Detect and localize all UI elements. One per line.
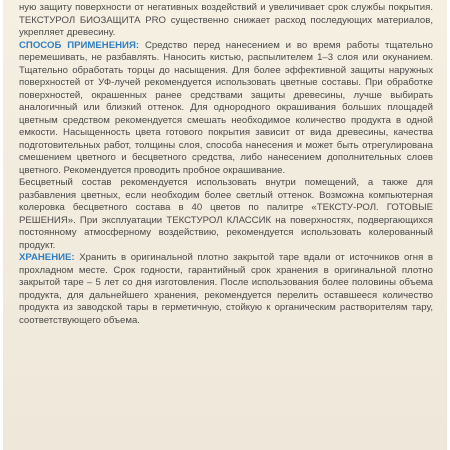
application-section — [19, 40, 433, 178]
intro-text: ную защиту поверхности от негативных воздействий и увеличивает срок службы покрытия. ТЕКСТУРОЛ БИОЗАЩИТА PRO существенно снижает расход последующих материалов, укрепляет древесину. — [19, 2, 433, 38]
application-text: Средство перед нанесением и во время работы тщательно перемешивать, не разбавлять. Наносить кистью, распылителем 1–3 слоя или окунанием. Тщательно обработать торцы до насыщения. Для более эффективной защиты наружных поверхностей от УФ-лучей рекомендуется использовать цветные составы. При обработке поверхностей, окрашенных ранее средствами защиты древесины, лучше выбирать аналогичный или близкий оттенок. Для однородного окрашивания больших площадей цветным средством рекомендуется смешать необходимое количество продукта в одной емкости. Насыщенность цвета готового покрытия зависит от вида древесины, качества подготовительных работ, толщины слоя, способа нанесения и может быть отрегулирована смешением цветного и бесцветного средства, либо нанесением дополнительных слоев цветного. Рекомендуется проводить пробное окрашивание. — [19, 39, 433, 176]
intro-paragraph — [19, 2, 433, 40]
application-heading: СПОСОБ ПРИМЕНЕНИЯ: — [19, 39, 145, 51]
storage-text: Хранить в оригинальной плотно закрытой таре вдали от источников огня в прохладном месте. Срок годности, гарантийный срок хранения в оригинальной плотно закрытой таре – 5 лет со дня изготовления. После использования более половины объема продукта, для дальнейшего хранения, рекомендуется перелить оставшееся количество продукта из заводской тары в герметичную, стойкую к органическим растворителям тару, соответствующего объема. — [19, 252, 433, 326]
colorless-text: Бесцветный состав рекомендуется использовать внутри помещений, а также для разбавления цветных, если необходим более светлый оттенок. Возможна компьютерная колеровка бесцветного состава в 40 цветов по палитре «ТЕКСТУ-РОЛ. ГОТОВЫЕ РЕШЕНИЯ». При эксплуатации ТЕКСТУРОЛ КЛАССИК на поверхностях, подвергающихся постоянному атмосферному воздействию, рекомендуется использовать колерованный продукт. — [19, 177, 433, 251]
product-label-back — [3, 0, 447, 450]
storage-heading: ХРАНЕНИЕ: — [19, 252, 80, 263]
storage-section — [19, 252, 433, 327]
colorless-paragraph — [19, 177, 433, 252]
